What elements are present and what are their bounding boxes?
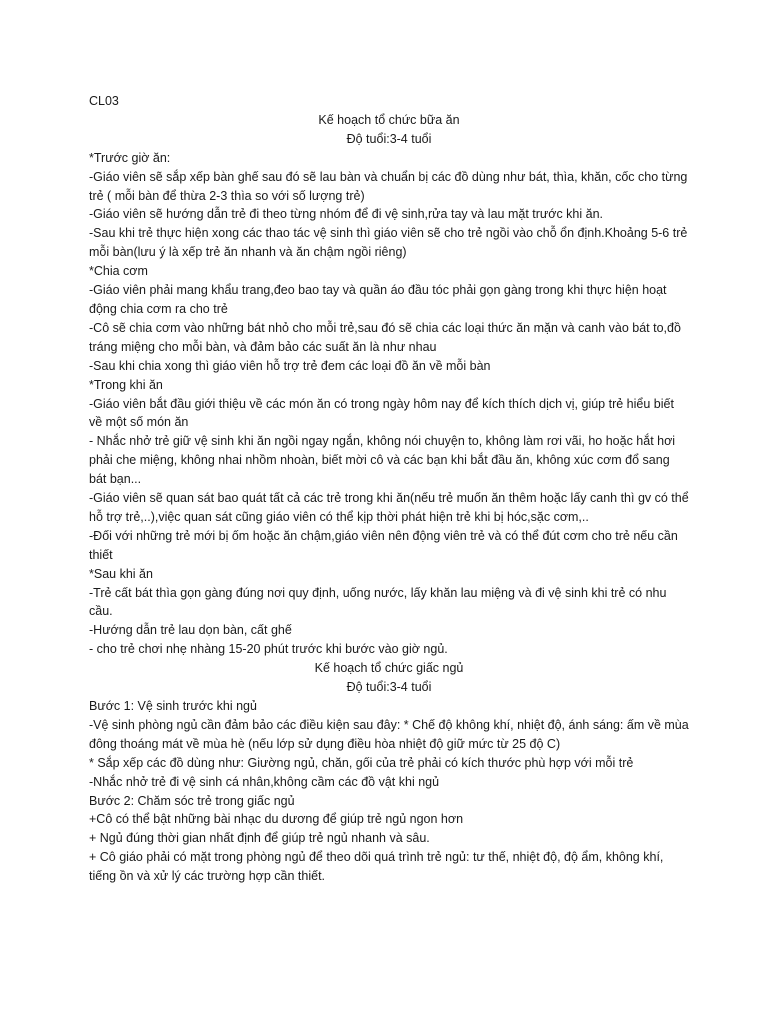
before-meal-heading: *Trước giờ ăn: bbox=[89, 150, 171, 165]
step-1-heading: Bước 1: Vệ sinh trước khi ngủ bbox=[89, 699, 257, 713]
step-2-heading: Bước 2: Chăm sóc trẻ trong giấc ngủ bbox=[89, 793, 295, 808]
paragraph: * Sắp xếp các đồ dùng như: Giường ngủ, chăn, gối của trẻ phải có kích thước phù hợp với mỗi trẻ bbox=[89, 755, 634, 770]
paragraph: -Giáo viên bắt đầu giới thiệu về các món ăn có trong ngày hôm nay để kích thích dịch vị, giúp trẻ hiểu biết về một số món ăn bbox=[89, 396, 674, 430]
paragraph: -Nhắc nhở trẻ đi vệ sinh cá nhân,không cầm các đồ vật khi ngủ bbox=[89, 774, 440, 789]
paragraph: - cho trẻ chơi nhẹ nhàng 15-20 phút trước khi bước vào giờ ngủ. bbox=[89, 642, 448, 657]
paragraph: -Đối với những trẻ mới bị ốm hoặc ăn chậm,giáo viên nên động viên trẻ và có thể đút cơm cho trẻ nếu cần thiết bbox=[89, 528, 678, 562]
paragraph: - Nhắc nhở trẻ giữ vệ sinh khi ăn ngồi ngay ngắn, không nói chuyện to, không làm rơi vãi, ho hoặc hắt hơi phải che miệng, không nhai nhồm nhoàn, biết mời cô và các bạn khi bắt đầu ăn, không xúc cơm đổ sang bát bạn... bbox=[89, 434, 676, 487]
paragraph: -Trẻ cất bát thìa gọn gàng đúng nơi quy định, uống nước, lấy khăn lau miệng và đi vệ sinh khi trẻ có nhu cầu. bbox=[89, 585, 667, 619]
paragraph: -Hướng dẫn trẻ lau dọn bàn, cất ghế bbox=[89, 623, 292, 638]
meal-plan-title: Kế hoạch tổ chức bữa ăn bbox=[318, 112, 460, 127]
paragraph: -Giáo viên phải mang khẩu trang,đeo bao tay và quần áo đầu tóc phải gọn gàng trong khi thực hiện hoạt động chia cơm ra cho trẻ bbox=[89, 283, 667, 316]
sleep-plan-age: Độ tuổi:3-4 tuổi bbox=[346, 680, 432, 695]
paragraph: -Vệ sinh phòng ngủ cần đảm bảo các điều kiện sau đây: * Chế độ không khí, nhiệt độ, ánh sáng: ấm về mùa đông thoáng mát về mùa hè (nếu lớp sử dụng điều hòa nhiệt độ giữ mức từ 25 độ C) bbox=[89, 717, 689, 751]
meal-plan-age: Độ tuổi:3-4 tuổi bbox=[346, 131, 432, 146]
after-meal-heading: *Sau khi ăn bbox=[89, 566, 153, 581]
paragraph: -Giáo viên sẽ hướng dẫn trẻ đi theo từng nhóm để đi vệ sinh,rửa tay và lau mặt trước khi ăn. bbox=[89, 207, 604, 222]
paragraph: -Cô sẽ chia cơm vào những bát nhỏ cho mỗi trẻ,sau đó sẽ chia các loại thức ăn mặn và canh vào bát to,đồ tráng miệng cho mỗi bàn, và đảm bảo các suất ăn là như nhau bbox=[89, 320, 681, 354]
paragraph: -Sau khi trẻ thực hiện xong các thao tác vệ sinh thì giáo viên sẽ cho trẻ ngồi vào chỗ ổn định.Khoảng 5-6 trẻ mỗi bàn(lưu ý là xếp trẻ ăn nhanh và ăn chậm ngồi riêng) bbox=[89, 226, 688, 260]
paragraph: -Giáo viên sẽ sắp xếp bàn ghế sau đó sẽ lau bàn và chuẩn bị các đồ dùng như bát, thìa, khăn, cốc cho từng trẻ ( mỗi bàn để thừa 2-3 thìa so với số lượng trẻ) bbox=[89, 169, 688, 203]
paragraph: + Ngủ đúng thời gian nhất định để giúp trẻ ngủ nhanh và sâu. bbox=[89, 831, 430, 846]
paragraph: -Giáo viên sẽ quan sát bao quát tất cả các trẻ trong khi ăn(nếu trẻ muốn ăn thêm hoặc lấy canh thì gv có thể hỗ trợ trẻ,..),việc quan sát cũng giáo viên có thể kịp thời phát hiện trẻ khi bị hóc,sặc cơm,.. bbox=[89, 491, 689, 524]
paragraph: -Sau khi chia xong thì giáo viên hỗ trợ trẻ đem các loại đồ ăn về mỗi bàn bbox=[89, 358, 491, 373]
doc-code: CL03 bbox=[89, 94, 119, 108]
sleep-plan-title: Kế hoạch tổ chức giấc ngủ bbox=[314, 661, 464, 676]
during-meal-heading: *Trong khi ăn bbox=[89, 377, 163, 392]
rice-serving-heading: *Chia cơm bbox=[89, 264, 148, 279]
paragraph: +Cô có thể bật những bài nhạc du dương để giúp trẻ ngủ ngon hơn bbox=[89, 812, 464, 827]
document-body bbox=[89, 92, 689, 886]
paragraph: + Cô giáo phải có mặt trong phòng ngủ để theo dõi quá trình trẻ ngủ: tư thế, nhiệt độ, độ ẩm, không khí, tiếng ồn và xử lý các trường hợp cần thiết. bbox=[89, 850, 664, 884]
